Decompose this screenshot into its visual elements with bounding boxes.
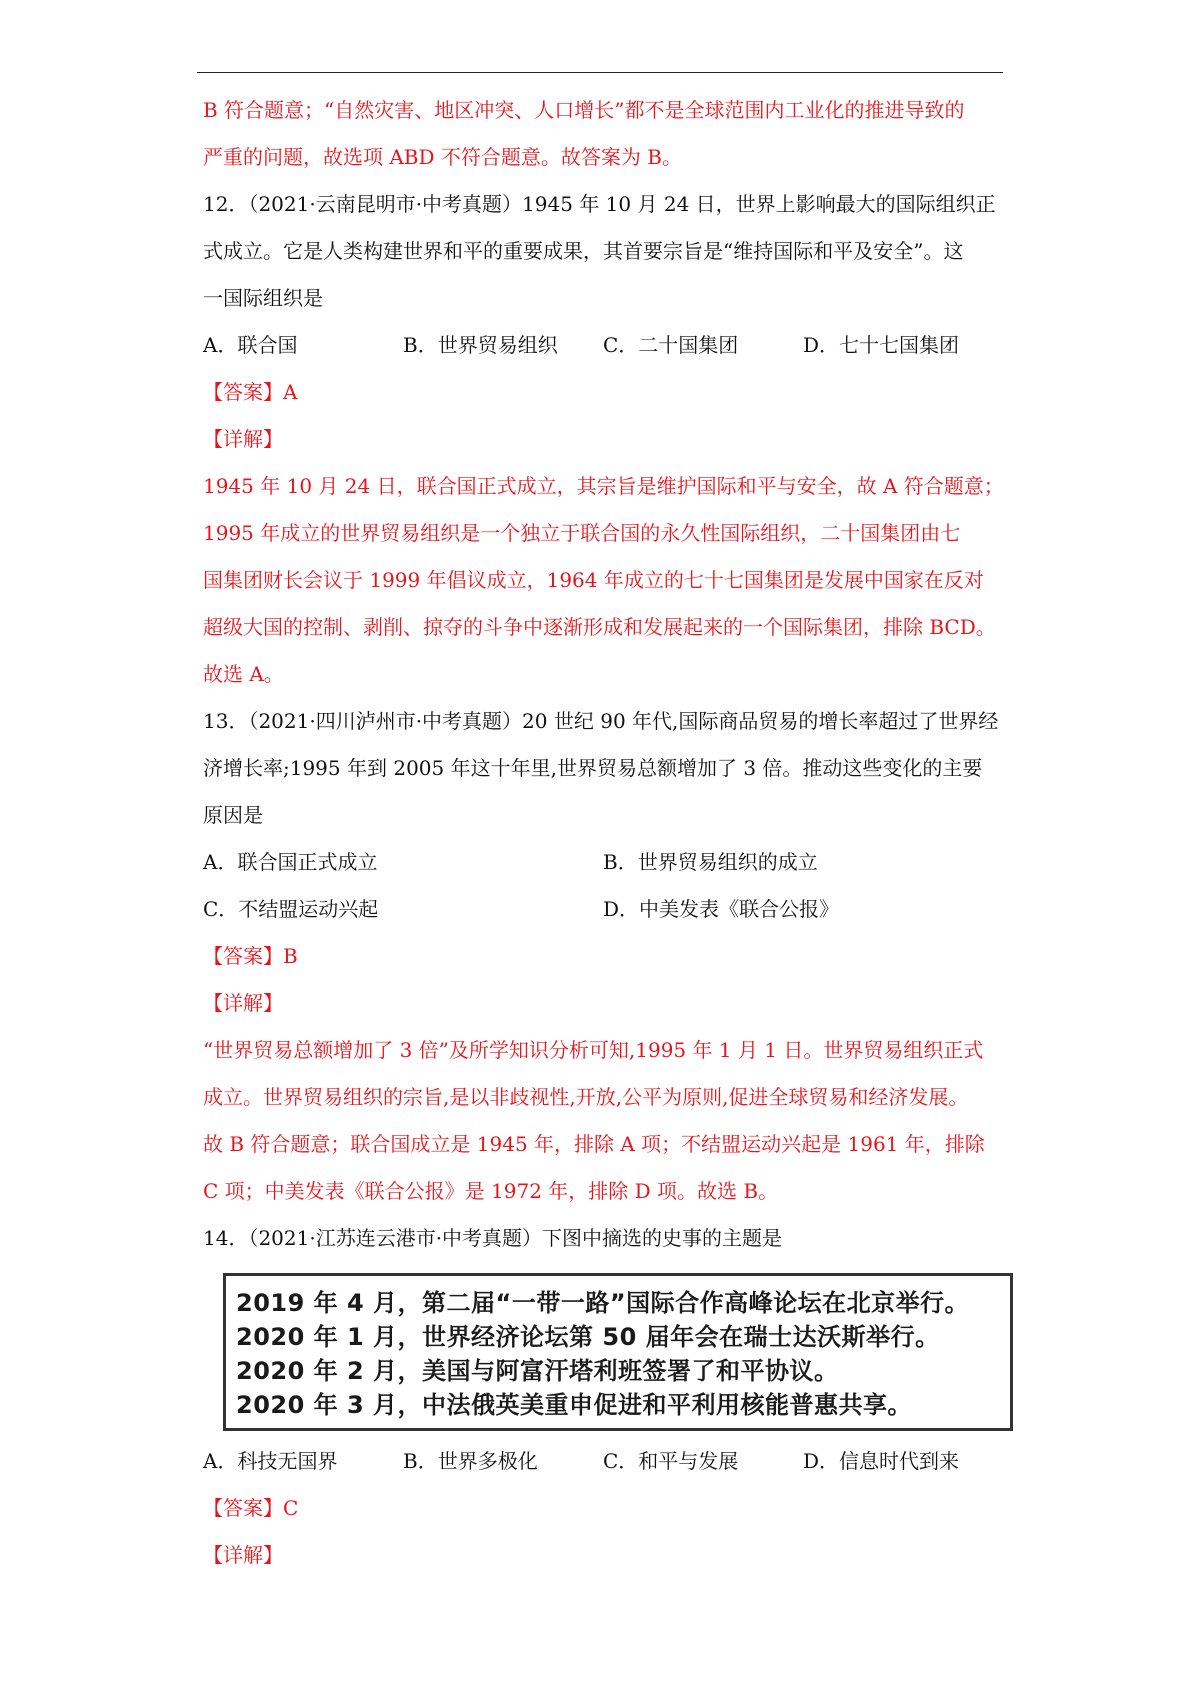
- q12-explanation-line: 国集团财长会议于 1999 年倡议成立，1964 年成立的七十七国集团是发展中国家在反对: [203, 568, 984, 592]
- q13-option-d: D．中美发表《联合公报》: [603, 897, 840, 921]
- q13-answer: 【答案】B: [203, 944, 298, 968]
- q14-event-line: 2020 年 1 月，世界经济论坛第 50 届年会在瑞士达沃斯举行。: [236, 1323, 940, 1351]
- q13-explanation-line: 成立。世界贸易组织的宗旨,是以非歧视性,开放,公平为原则,促进全球贸易和经济发展。: [203, 1085, 969, 1109]
- q14-option-d: D．信息时代到来: [803, 1449, 960, 1473]
- q14-events-box: [223, 1273, 1013, 1431]
- q13-explanation-line: 故 B 符合题意；联合国成立是 1945 年，排除 A 项；不结盟运动兴起是 1961 年，排除: [203, 1132, 985, 1156]
- q12-detail-label: 【详解】: [203, 427, 283, 451]
- q13-explanation-line: C 项；中美发表《联合公报》是 1972 年，排除 D 项。故选 B。: [203, 1179, 779, 1203]
- q12-stem-line: 一国际组织是: [203, 286, 323, 310]
- q13-option-a: A．联合国正式成立: [203, 850, 378, 874]
- prev-explanation-line: 严重的问题，故选项 ABD 不符合题意。故答案为 B。: [203, 145, 682, 169]
- q14-option-a: A．科技无国界: [203, 1449, 338, 1473]
- q14-event-line: 2019 年 4 月，第二届“一带一路”国际合作高峰论坛在北京举行。: [236, 1289, 970, 1317]
- q12-explanation-line: 故选 A。: [203, 662, 284, 686]
- q13-options-row-2: [203, 897, 1003, 921]
- q13-stem-line: 13．（2021·四川泸州市·中考真题）20 世纪 90 年代,国际商品贸易的增长率超过了世界经: [203, 709, 999, 733]
- q12-stem-line: 式成立。它是人类构建世界和平的重要成果，其首要宗旨是“维持国际和平及安全”。这: [203, 239, 964, 263]
- page-content: [203, 98, 1003, 1590]
- q13-options-row-1: [203, 850, 1003, 874]
- q12-option-b: B．世界贸易组织: [403, 333, 558, 357]
- q14-detail-label: 【详解】: [203, 1543, 283, 1567]
- q14-option-c: C．和平与发展: [603, 1449, 739, 1473]
- q14-stem: 14．（2021·江苏连云港市·中考真题）下图中摘选的史事的主题是: [203, 1226, 783, 1250]
- q12-explanation-line: 超级大国的控制、剥削、掠夺的斗争中逐渐形成和发展起来的一个国际集团，排除 BCD。: [203, 615, 996, 639]
- q12-options: [203, 333, 1003, 357]
- q13-stem-line: 济增长率;1995 年到 2005 年这十年里,世界贸易总额增加了 3 倍。推动这些变化的主要: [203, 756, 983, 780]
- q12-explanation-line: 1995 年成立的世界贸易组织是一个独立于联合国的永久性国际组织，二十国集团由七: [203, 521, 961, 545]
- q14-event-line: 2020 年 3 月，中法俄英美重申促进和平利用核能普惠共享。: [236, 1391, 913, 1419]
- q12-explanation-line: 1945 年 10 月 24 日，联合国正式成立，其宗旨是维护国际和平与安全，故 A 符合题意；: [203, 474, 1004, 498]
- header-rule: [197, 72, 1003, 73]
- q12-option-a: A．联合国: [203, 333, 298, 357]
- q14-event-line: 2020 年 2 月，美国与阿富汗塔利班签署了和平协议。: [236, 1357, 839, 1385]
- q12-option-c: C．二十国集团: [603, 333, 739, 357]
- q13-option-b: B．世界贸易组织的成立: [603, 850, 818, 874]
- q12-option-d: D．七十七国集团: [803, 333, 960, 357]
- q13-detail-label: 【详解】: [203, 991, 283, 1015]
- q14-options: [203, 1449, 1003, 1473]
- q13-explanation-line: “世界贸易总额增加了 3 倍”及所学知识分析可知,1995 年 1 月 1 日。世界贸易组织正式: [203, 1038, 984, 1062]
- q13-stem-line: 原因是: [203, 803, 263, 827]
- prev-explanation-line: B 符合题意；“自然灾害、地区冲突、人口增长”都不是全球范围内工业化的推进导致的: [203, 98, 965, 122]
- q13-option-c: C．不结盟运动兴起: [203, 897, 379, 921]
- q12-stem-line: 12．（2021·云南昆明市·中考真题）1945 年 10 月 24 日，世界上影响最大的国际组织正: [203, 192, 996, 216]
- q12-answer: 【答案】A: [203, 380, 298, 404]
- q14-answer: 【答案】C: [203, 1496, 299, 1520]
- q14-option-b: B．世界多极化: [403, 1449, 538, 1473]
